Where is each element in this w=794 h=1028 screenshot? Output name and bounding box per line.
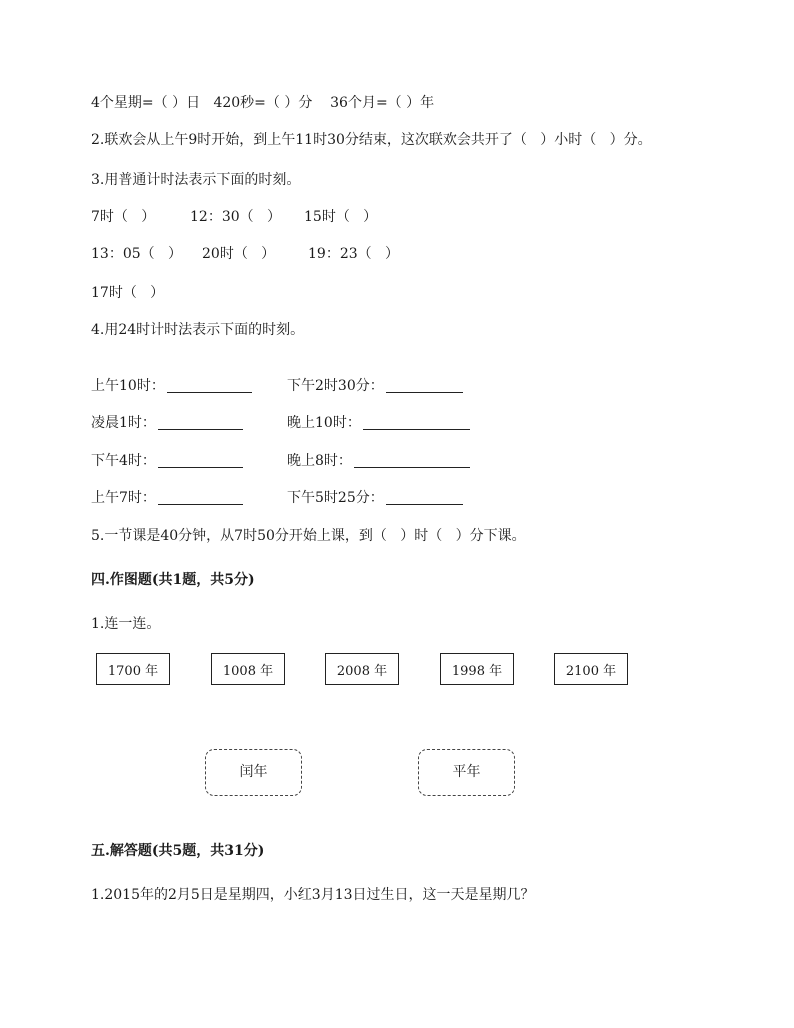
q4-label: 上午7时： (91, 490, 156, 506)
q4-item (287, 377, 463, 395)
answer-blank[interactable] (386, 490, 463, 505)
section-5-question-1: 1.2015年的2月5日是星期四，小红3月13日过生日，这一天是星期几？ (91, 887, 535, 903)
q4-label: 上午10时： (91, 378, 165, 394)
section-5-heading: 五.解答题(共5题，共31分) (91, 843, 265, 859)
q4-item (287, 489, 463, 507)
q4-item (287, 452, 470, 470)
question-4-title: 4.用24时计时法表示下面的时刻。 (91, 322, 305, 338)
question-2: 2.联欢会从上午9时开始，到上午11时30分结束，这次联欢会共开了（ ）小时（ ）分。 (91, 132, 652, 148)
q4-item (287, 414, 470, 432)
q4-item (91, 489, 243, 507)
year-box-1700[interactable]: 1700 年 (96, 653, 170, 685)
unit-conversion-line: 4个星期=（ ）日 420秒=（ ）分 36个月=（ ）年 (91, 95, 435, 111)
year-box-2100[interactable]: 2100 年 (554, 653, 628, 685)
year-box-2008[interactable]: 2008 年 (325, 653, 399, 685)
q4-label: 下午5时25分： (287, 490, 384, 506)
q3-item: 13：05（ ） (91, 246, 182, 262)
question-3-title: 3.用普通计时法表示下面的时刻。 (91, 172, 301, 188)
q4-label: 下午2时30分： (287, 378, 384, 394)
answer-blank[interactable] (167, 378, 252, 393)
q4-item (91, 414, 243, 432)
q4-label: 下午4时： (91, 453, 156, 469)
q3-item: 20时（ ） (202, 246, 276, 262)
question-5: 5.一节课是40分钟，从7时50分开始上课，到（ ）时（ ）分下课。 (91, 528, 526, 544)
q3-item: 12：30（ ） (190, 209, 281, 225)
answer-blank[interactable] (158, 415, 243, 430)
year-box-1008[interactable]: 1008 年 (211, 653, 285, 685)
q3-item: 15时（ ） (304, 209, 378, 225)
answer-blank[interactable] (363, 415, 470, 430)
q4-item (91, 452, 243, 470)
q3-item: 19：23（ ） (308, 246, 399, 262)
q4-label: 晚上8时： (287, 453, 352, 469)
section-4-question-1: 1.连一连。 (91, 616, 161, 632)
leap-year-target[interactable]: 闰年 (205, 749, 302, 796)
q3-item: 7时（ ） (91, 209, 156, 225)
section-4-heading: 四.作图题(共1题，共5分) (91, 572, 255, 588)
q4-label: 晚上10时： (287, 415, 361, 431)
answer-blank[interactable] (158, 453, 243, 468)
q3-item: 17时（ ） (91, 285, 165, 301)
year-box-1998[interactable]: 1998 年 (440, 653, 514, 685)
common-year-target[interactable]: 平年 (418, 749, 515, 796)
q4-item (91, 377, 252, 395)
q4-label: 凌晨1时： (91, 415, 156, 431)
answer-blank[interactable] (386, 378, 463, 393)
answer-blank[interactable] (158, 490, 243, 505)
answer-blank[interactable] (354, 453, 470, 468)
